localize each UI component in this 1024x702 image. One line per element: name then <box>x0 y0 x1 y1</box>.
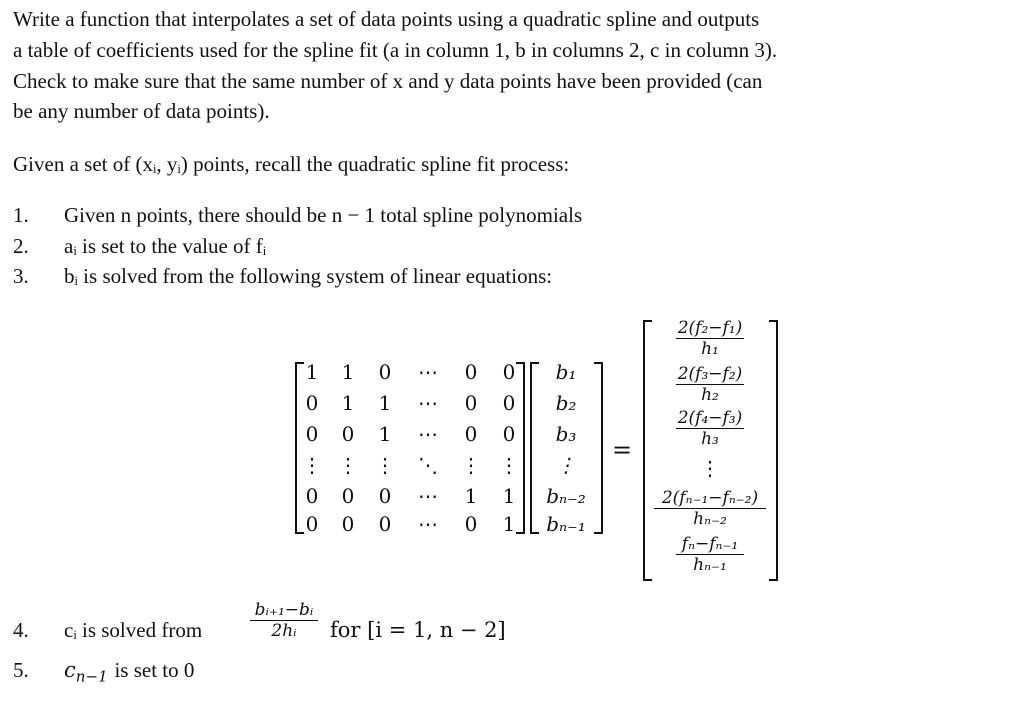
b-vector-entry-4: ⋮ <box>556 453 576 477</box>
coef-cell-r3-c6: 0 <box>502 422 516 446</box>
coef-cell-r2-c6: 0 <box>502 391 516 415</box>
coef-cell-r4-c3: ⋮ <box>375 453 395 477</box>
b-vector-left-bracket <box>530 362 539 534</box>
coef-cell-r3-c4: ⋯ <box>418 422 438 446</box>
coef-cell-r2-c2: 1 <box>341 391 355 415</box>
coef-cell-r3-c5: 0 <box>464 422 478 446</box>
step-5-symbol: c <box>64 658 76 682</box>
step-5-rest: is set to 0 <box>114 658 195 682</box>
coef-cell-r5-c5: 1 <box>464 484 478 508</box>
step-4-fraction-numerator: bᵢ₊₁−bᵢ <box>254 600 314 620</box>
coef-cell-r2-c3: 1 <box>378 391 392 415</box>
rhs-numerator-5: 2(fₙ₋₁−fₙ₋₂) <box>661 488 759 508</box>
coef-matrix-right-bracket <box>516 362 525 534</box>
coef-cell-r3-c3: 1 <box>378 422 392 446</box>
intro-line-2: a table of coefficients used for the spline fit (a in column 1, b in columns 2, c in column 3). <box>13 38 778 62</box>
rhs-numerator-6: fₙ−fₙ₋₁ <box>681 534 739 554</box>
coef-cell-r4-c4: ⋱ <box>418 453 438 477</box>
step-4-fraction <box>248 600 320 641</box>
rhs-denominator-3: h₃ <box>701 429 719 449</box>
step-1-number: 1. <box>13 203 29 227</box>
step-1-text: Given n points, there should be n − 1 total spline polynomials <box>64 203 583 227</box>
step-2-text: aᵢ is set to the value of fᵢ <box>64 234 267 258</box>
rhs-vector-entry-2 <box>650 364 770 405</box>
coef-cell-r4-c2: ⋮ <box>338 453 358 477</box>
coef-cell-r4-c1: ⋮ <box>302 453 322 477</box>
b-vector-entry-3: b₃ <box>555 422 577 446</box>
rhs-numerator-3: 2(f₄−f₃) <box>677 408 743 428</box>
coef-cell-r1-c5: 0 <box>464 360 478 384</box>
coef-cell-r2-c4: ⋯ <box>418 391 438 415</box>
rhs-denominator-2: h₂ <box>701 385 719 405</box>
coef-cell-r1-c3: 0 <box>378 360 392 384</box>
rhs-vector-entry-5 <box>650 488 770 529</box>
step-4-number: 4. <box>13 618 29 642</box>
coef-cell-r6-c6: 1 <box>502 512 516 536</box>
b-vector-right-bracket <box>594 362 603 534</box>
rhs-denominator-6: hₙ₋₁ <box>693 555 727 575</box>
b-vector-entry-6: bₙ₋₁ <box>546 512 586 536</box>
coef-cell-r6-c1: 0 <box>305 512 319 536</box>
coef-cell-r1-c2: 1 <box>341 360 355 384</box>
rhs-denominator-5: hₙ₋₂ <box>693 509 727 529</box>
coef-cell-r5-c3: 0 <box>378 484 392 508</box>
step-4-suffix: for [i = 1, n − 2] <box>330 618 506 642</box>
rhs-vector-right-bracket <box>769 320 778 581</box>
rhs-denominator-1: h₁ <box>701 339 719 359</box>
coef-cell-r5-c1: 0 <box>305 484 319 508</box>
step-2-number: 2. <box>13 234 29 258</box>
intro-line-3: Check to make sure that the same number of x and y data points have been provided (can <box>13 69 763 93</box>
b-vector-entry-1: b₁ <box>555 360 577 384</box>
coef-cell-r3-c1: 0 <box>305 422 319 446</box>
given-line: Given a set of (xᵢ, yᵢ) points, recall the quadratic spline fit process: <box>13 152 570 176</box>
coef-cell-r6-c2: 0 <box>341 512 355 536</box>
intro-line-4: be any number of data points). <box>13 99 270 123</box>
rhs-vector-vdots: ⋮ <box>700 456 720 480</box>
coef-cell-r2-c5: 0 <box>464 391 478 415</box>
step-3-number: 3. <box>13 264 29 288</box>
rhs-numerator-1: 2(f₂−f₁) <box>677 318 743 338</box>
coef-cell-r4-c5: ⋮ <box>461 453 481 477</box>
coef-cell-r6-c3: 0 <box>378 512 392 536</box>
intro-line-1: Write a function that interpolates a set of data points using a quadratic spline and outputs <box>13 7 760 31</box>
coef-cell-r1-c4: ⋯ <box>418 360 438 384</box>
coef-matrix-left-bracket <box>295 362 304 534</box>
coef-cell-r3-c2: 0 <box>341 422 355 446</box>
rhs-vector-entry-3 <box>650 408 770 449</box>
coef-cell-r1-c6: 0 <box>502 360 516 384</box>
step-4-text: cᵢ is solved from <box>64 618 203 642</box>
rhs-vector-entry-6 <box>650 534 770 575</box>
b-vector-entry-5: bₙ₋₂ <box>546 484 586 508</box>
rhs-numerator-2: 2(f₃−f₂) <box>677 364 743 384</box>
coef-cell-r6-c5: 0 <box>464 512 478 536</box>
coef-cell-r5-c6: 1 <box>502 484 516 508</box>
coef-cell-r5-c4: ⋯ <box>418 484 438 508</box>
step-5-subscript: n−1 <box>75 667 108 686</box>
step-5-number: 5. <box>13 658 29 682</box>
b-vector-entry-2: b₂ <box>555 391 577 415</box>
coef-cell-r2-c1: 0 <box>305 391 319 415</box>
step-4-fraction-denominator: 2hᵢ <box>271 621 297 641</box>
rhs-vector-entry-1 <box>650 318 770 359</box>
coef-cell-r5-c2: 0 <box>341 484 355 508</box>
coef-cell-r1-c1: 1 <box>305 360 319 384</box>
step-5-text <box>64 658 194 686</box>
step-3-text: bᵢ is solved from the following system of linear equations: <box>64 264 553 288</box>
equals-sign: = <box>612 436 633 464</box>
coef-cell-r4-c6: ⋮ <box>499 453 519 477</box>
coef-cell-r6-c4: ⋯ <box>418 512 438 536</box>
